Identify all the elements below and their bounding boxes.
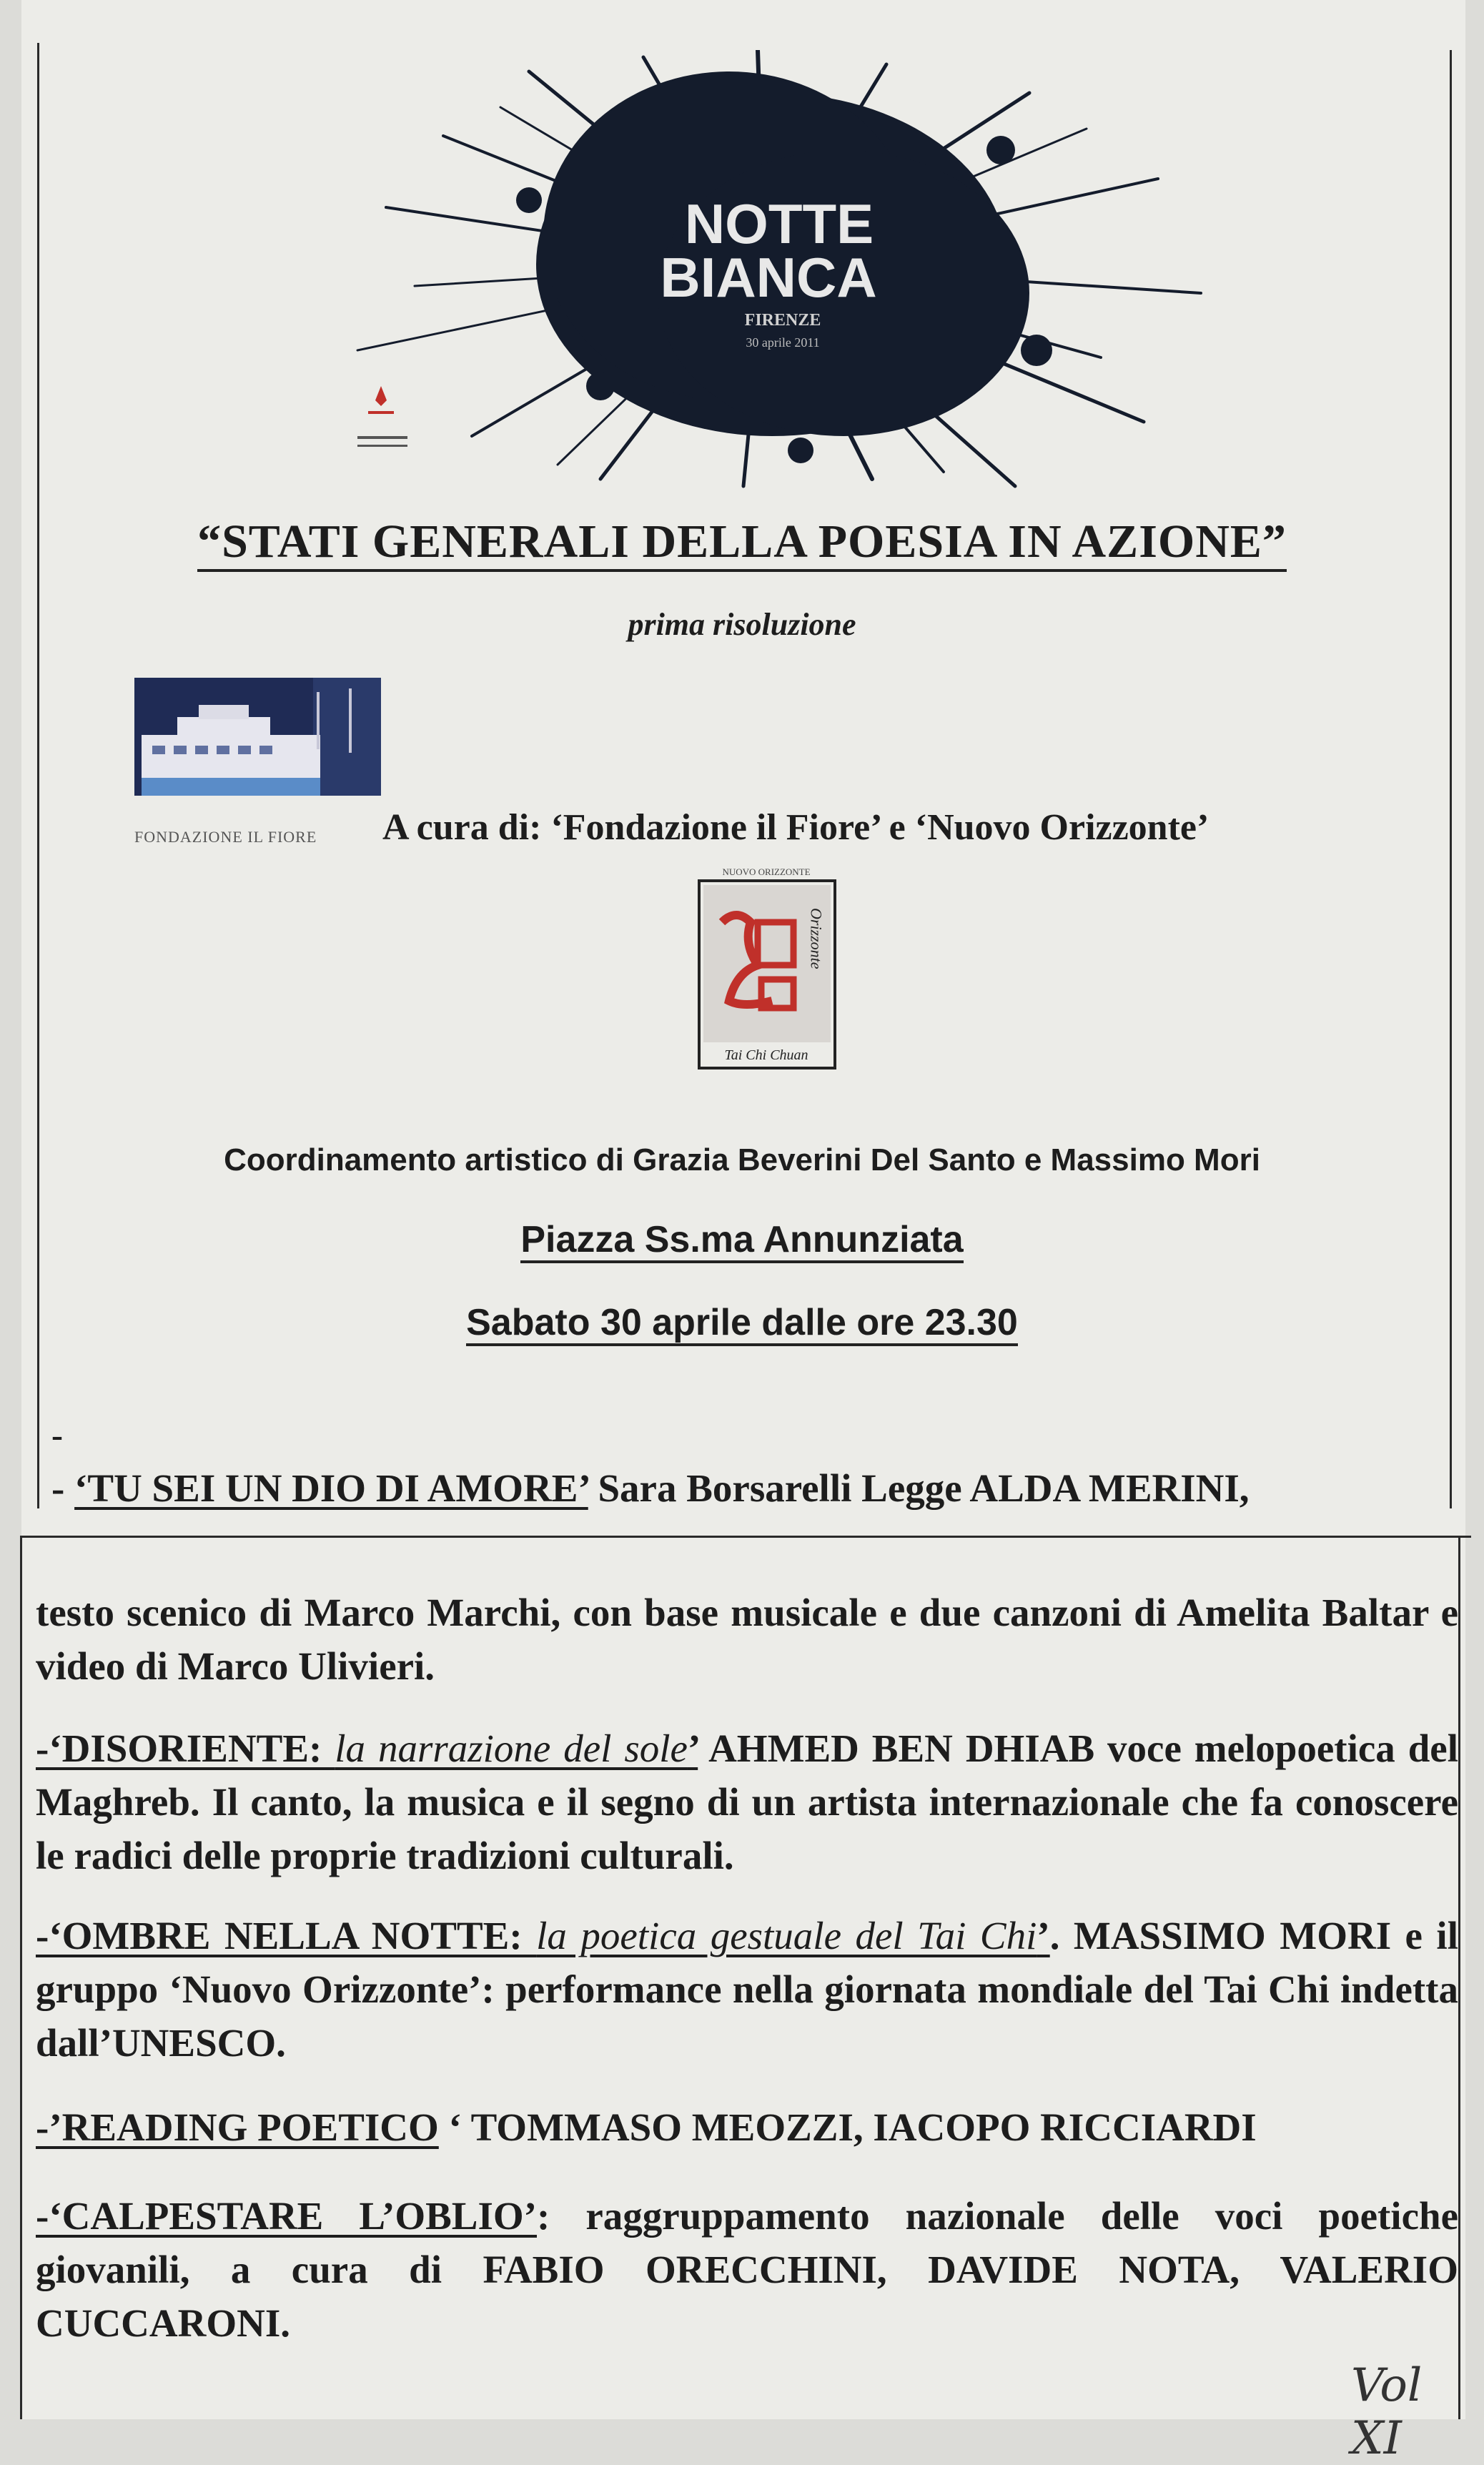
nuovo-orizzonte-logo <box>693 865 840 1080</box>
fiore-logo-caption: FONDAZIONE IL FIORE <box>134 828 317 846</box>
program-item-3: -‘OMBRE NELLA NOTTE: la poetica gestuale del Tai Chi’. MASSIMO MORI e il gruppo ‘Nuovo Orizzonte’: performance nella giornata mondiale del Tai Chi indetta dall’UNESCO. <box>36 1914 1458 2065</box>
nuovo-logo-bottom: Tai Chi Chuan <box>724 1047 808 1063</box>
logo-city: FIRENZE <box>744 311 821 330</box>
program-item-4: -’READING POETICO ‘ TOMMASO MEOZZI, IACOPO RICCIARDI <box>36 2105 1257 2149</box>
event-date: Sabato 30 aprile dalle ore 23.30 <box>0 1301 1484 1344</box>
stray-dash: - <box>51 1416 63 1454</box>
nuovo-logo-top: NUOVO ORIZZONTE <box>722 866 811 877</box>
right-border-upper <box>1450 50 1452 1508</box>
program-item-1-body: testo scenico di Marco Marchi, con base musicale e due canzoni di Amelita Baltar e video di Marco Ulivieri. <box>36 1591 1458 1688</box>
notte-bianca-logo <box>300 50 1230 493</box>
fondazione-il-fiore-logo <box>134 678 381 796</box>
program-item-1-header: - ‘TU SEI UN DIO DI AMORE’ Sara Borsarelli Legge ALDA MERINI, <box>51 1466 1250 1510</box>
page-subtitle: prima risoluzione <box>628 607 856 642</box>
logo-line1: NOTTE <box>684 192 874 255</box>
artistic-coordination: Coordinamento artistico di Grazia Beverini Del Santo e Massimo Mori <box>224 1142 1260 1177</box>
left-border-upper <box>37 43 39 1508</box>
page-title: “STATI GENERALI DELLA POESIA IN AZIONE” <box>0 515 1484 569</box>
program-item-5: -‘CALPESTARE L’OBLIO’: raggruppamento nazionale delle voci poetiche giovanili, a cura di FABIO ORECCHINI, DAVIDE NOTA, VALERIO CUCCARONI. <box>36 2194 1458 2345</box>
left-border-lower <box>20 1536 22 2419</box>
curators-line: A cura di: ‘Fondazione il Fiore’ e ‘Nuovo Orizzonte’ <box>382 807 1210 848</box>
event-place: Piazza Ss.ma Annunziata <box>0 1218 1484 1261</box>
program-item-1-title: ‘TU SEI UN DIO DI AMORE’ <box>74 1466 588 1510</box>
logo-date: 30 aprile 2011 <box>746 335 820 350</box>
cut-line <box>20 1536 1471 1538</box>
right-border-lower <box>1458 1536 1460 2419</box>
program-item-2: -‘DISORIENTE: la narrazione del sole’ AHMED BEN DHIAB voce melopoetica del Maghreb. Il canto, la musica e il segno di un artista internazionale che fa conoscere le radici delle proprie tradizioni culturali. <box>36 1727 1458 1877</box>
nuovo-logo-side: Orizzonte <box>807 908 826 969</box>
florence-lily-icon <box>357 386 407 447</box>
logo-line2: BIANCA <box>660 246 877 309</box>
handwritten-note: Vol XI <box>1351 2359 1423 2465</box>
